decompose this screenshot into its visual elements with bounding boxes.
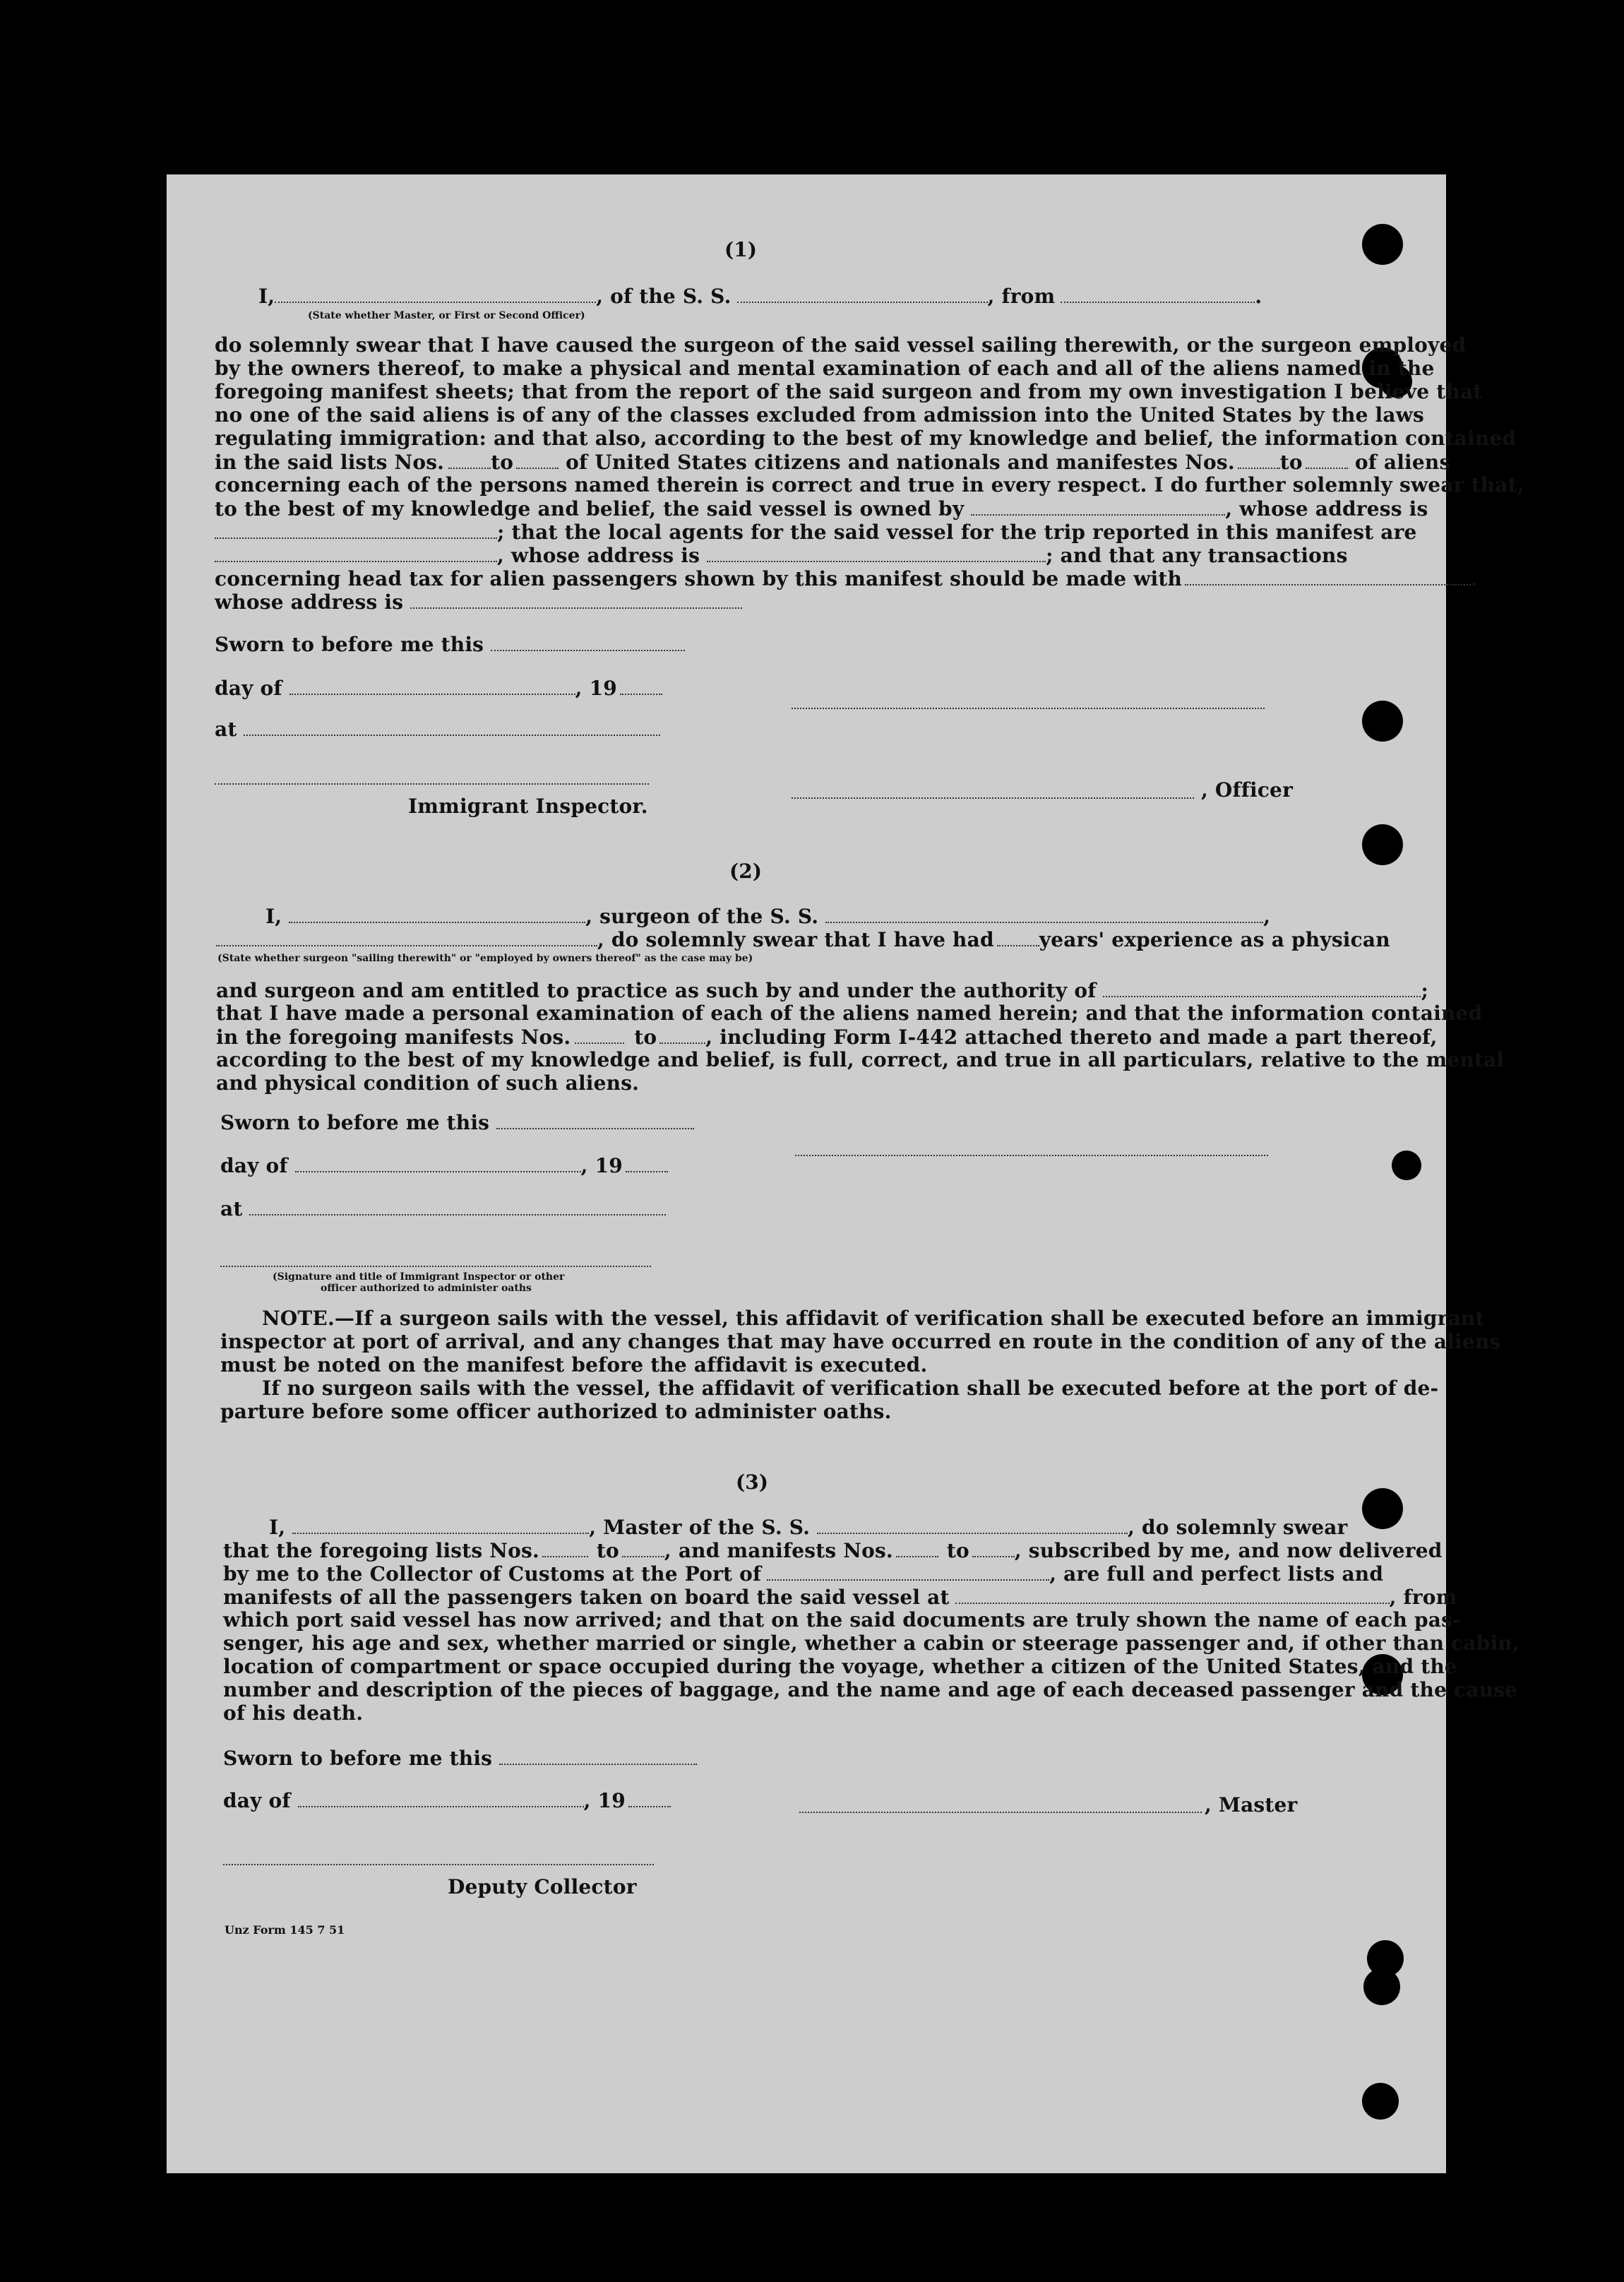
citizen-list-to-field[interactable] — [516, 450, 559, 469]
punch-hole — [1392, 1151, 1421, 1180]
note-line: If no surgeon sails with the vessel, the affidavit of verification shall be executed before at the port of de- — [262, 1377, 1439, 1400]
note-line: NOTE.—If a surgeon sails with the vessel, this affidavit of verification shall be executed before an immigrant — [262, 1307, 1485, 1330]
immigrant-inspector-label: Immigrant Inspector. — [408, 795, 648, 818]
master-vessel-field[interactable] — [817, 1515, 1128, 1534]
surgeon-vessel-field[interactable] — [825, 904, 1263, 923]
manifest-oath-sheet — [167, 174, 1524, 2173]
officer-name-field[interactable] — [275, 284, 596, 303]
master-paragraph-line: by me to the Collector of Customs at the Port of , are full and perfect lists and — [223, 1562, 1384, 1586]
day-of-label: day of , 19 — [223, 1788, 671, 1812]
sworn-month-field[interactable] — [289, 676, 575, 695]
officer-declaration-line: I, , of the S. S. , from . — [258, 285, 1262, 309]
surgeon-manifest-to-field[interactable] — [659, 1025, 705, 1044]
surgeon-paragraph-line: in the foregoing manifests Nos. to , including Form I-442 attached thereto and made a part thereof, — [216, 1026, 1438, 1050]
alien-manifest-to-field[interactable] — [1306, 450, 1348, 469]
signature-caption-line-1: (Signature and title of Immigrant Inspector or other — [273, 1271, 565, 1283]
master-list-to-field[interactable] — [622, 1538, 664, 1557]
oath-paragraph-line: in the said lists Nos. to of United States citizens and nationals and manifestes Nos. to of aliens — [215, 451, 1451, 475]
surgeon-signature-line[interactable] — [795, 1155, 1268, 1156]
master-paragraph-line: that the foregoing lists Nos. to , and manifests Nos. to , subscribed by me, and now delivered — [223, 1539, 1443, 1563]
surgeon-paragraph-line: and physical condition of such aliens. — [216, 1071, 640, 1095]
years-experience-field[interactable] — [997, 927, 1039, 946]
oath-paragraph-line: to the best of my knowledge and belief, the said vessel is owned by , whose address is — [215, 497, 1428, 521]
surgeon-manifest-from-field[interactable] — [575, 1025, 624, 1044]
oath-paragraph-line: regulating immigration: and that also, according to the best of my knowledge and belief, the information contained — [215, 427, 1517, 450]
punch-hole — [1363, 1968, 1400, 2005]
citizen-list-from-field[interactable] — [448, 450, 491, 469]
at-label: at — [215, 717, 660, 741]
punch-hole — [1362, 1488, 1403, 1529]
master-paragraph-line: number and description of the pieces of baggage, and the name and age of each deceased passenger and the cause — [223, 1678, 1518, 1701]
master-paragraph-line: of his death. — [223, 1701, 364, 1725]
oath-paragraph-line: foregoing manifest sheets; that from the report of the said surgeon and from my own investigation I believe that — [215, 380, 1483, 403]
collector-signature-line[interactable] — [223, 1864, 654, 1865]
note-line: inspector at port of arrival, and any changes that may have occurred en route in the condition of any of the aliens — [220, 1330, 1501, 1353]
master-paragraph-line: location of compartment or space occupied during the voyage, whether a citizen of the United States, and the — [223, 1655, 1457, 1678]
boarding-port-field[interactable] — [955, 1585, 1390, 1604]
section-1-number: (1) — [724, 238, 757, 261]
officer-signature-line-1[interactable] — [792, 708, 1265, 709]
day-of-label: day of , 19 — [215, 676, 662, 700]
sworn-year-field[interactable] — [620, 676, 662, 695]
surgeon-paragraph-line: according to the best of my knowledge and belief, is full, correct, and true in all particulars, relative to the mental — [216, 1048, 1505, 1071]
alien-manifest-from-field[interactable] — [1238, 450, 1280, 469]
surgeon-name-field[interactable] — [289, 904, 585, 923]
customs-port-field[interactable] — [767, 1562, 1049, 1581]
section-3-number: (3) — [736, 1470, 768, 1494]
head-tax-contact-field[interactable] — [1185, 566, 1471, 586]
surgeon-sworn-month-field[interactable] — [295, 1153, 581, 1172]
sworn-day-field[interactable] — [491, 632, 685, 651]
sworn-label: Sworn to before me this — [215, 632, 685, 656]
deputy-collector-label: Deputy Collector — [448, 1875, 637, 1898]
oath-paragraph-line: do solemnly swear that I have caused the surgeon of the said vessel sailing therewith, or the surgeon employed — [215, 333, 1467, 357]
surgeon-sworn-day-field[interactable] — [496, 1110, 694, 1129]
punch-hole — [1362, 224, 1403, 265]
oath-paragraph-line: , whose address is ; and that any transactions — [215, 543, 1348, 567]
surgeon-sworn-place-field[interactable] — [249, 1196, 666, 1216]
agents-address-field[interactable] — [707, 543, 1046, 562]
sworn-place-field[interactable] — [244, 717, 660, 736]
punch-hole — [1362, 701, 1403, 742]
master-label: , Master — [1205, 1793, 1298, 1817]
master-signature-line[interactable] — [799, 1812, 1202, 1813]
oath-paragraph-line: whose address is — [215, 590, 742, 614]
owner-address-field[interactable] — [215, 520, 497, 539]
local-agents-field[interactable] — [215, 543, 497, 562]
master-list-from-field[interactable] — [542, 1538, 588, 1557]
surgeon-experience-line: , do solemnly swear that I have had years' experience as a physican — [216, 927, 1390, 951]
signature-caption-line-2: officer authorized to administer oaths — [321, 1283, 532, 1294]
surgeon-paragraph-line: that I have made a personal examination of each of the aliens named herein; and that the information contained — [216, 1002, 1483, 1025]
punch-hole — [1362, 824, 1403, 865]
authority-field[interactable] — [1103, 978, 1421, 997]
master-sworn-month-field[interactable] — [298, 1788, 584, 1807]
master-declaration-line: I, , Master of the S. S. , do solemnly swear — [269, 1516, 1348, 1540]
master-sworn-year-field[interactable] — [628, 1788, 671, 1807]
oath-paragraph-line: no one of the said aliens is of any of the classes excluded from admission into the United States by the laws — [215, 403, 1424, 427]
form-number: Unz Form 145 7 51 — [225, 1923, 345, 1937]
master-sworn-day-field[interactable] — [499, 1746, 697, 1765]
surgeon-status-field[interactable] — [216, 927, 597, 946]
surgeon-status-caption: (State whether surgeon "sailing therewith" or "employed by owners thereof" as the case may be) — [217, 953, 753, 964]
vessel-owner-field[interactable] — [971, 497, 1225, 516]
master-paragraph-line: senger, his age and sex, whether married or single, whether a cabin or steerage passenger and, if other than cabin, — [223, 1632, 1519, 1655]
master-name-field[interactable] — [292, 1515, 589, 1534]
master-paragraph-line: which port said vessel has now arrived; and that on the said documents are truly shown the name of each pas- — [223, 1608, 1461, 1632]
surgeon-paragraph-line: and surgeon and am entitled to practice as such by and under the authority of ; — [216, 979, 1429, 1003]
note-line: parture before some officer authorized to administer oaths. — [220, 1400, 892, 1423]
master-paragraph-line: manifests of all the passengers taken on board the said vessel at , from — [223, 1586, 1457, 1610]
inspector-signature-line[interactable] — [215, 783, 649, 785]
officer-signature-line-2[interactable] — [792, 797, 1194, 799]
oath-paragraph-line: concerning head tax for alien passengers shown by this manifest should be made with . — [215, 567, 1479, 591]
oath-paragraph-line: by the owners thereof, to make a physical and mental examination of each and all of the aliens named in the — [215, 357, 1435, 380]
at-label: at — [220, 1196, 666, 1220]
section-2-number: (2) — [729, 860, 762, 883]
day-of-label: day of , 19 — [220, 1153, 668, 1177]
oath-paragraph-line: concerning each of the persons named therein is correct and true in every respect. I do further solemnly swear that, — [215, 473, 1524, 497]
vessel-name-field[interactable] — [737, 284, 988, 303]
officer-rank-caption: (State whether Master, or First or Second Officer) — [308, 310, 585, 321]
surgeon-declaration-line: I, , surgeon of the S. S. , — [265, 905, 1271, 929]
head-tax-address-field[interactable] — [410, 590, 742, 609]
administering-officer-signature-line[interactable] — [220, 1266, 651, 1267]
sworn-label: Sworn to before me this — [223, 1746, 697, 1770]
oath-paragraph-line: ; that the local agents for the said vessel for the trip reported in this manifest are — [215, 520, 1417, 544]
note-line: must be noted on the manifest before the affidavit is executed. — [220, 1353, 928, 1377]
punch-hole — [1362, 2083, 1399, 2120]
departure-port-field[interactable] — [1061, 284, 1255, 303]
master-manifest-from-field[interactable] — [896, 1538, 938, 1557]
officer-label: , Officer — [1201, 778, 1294, 802]
surgeon-sworn-year-field[interactable] — [626, 1153, 668, 1172]
master-manifest-to-field[interactable] — [972, 1538, 1015, 1557]
sworn-label: Sworn to before me this — [220, 1110, 694, 1134]
